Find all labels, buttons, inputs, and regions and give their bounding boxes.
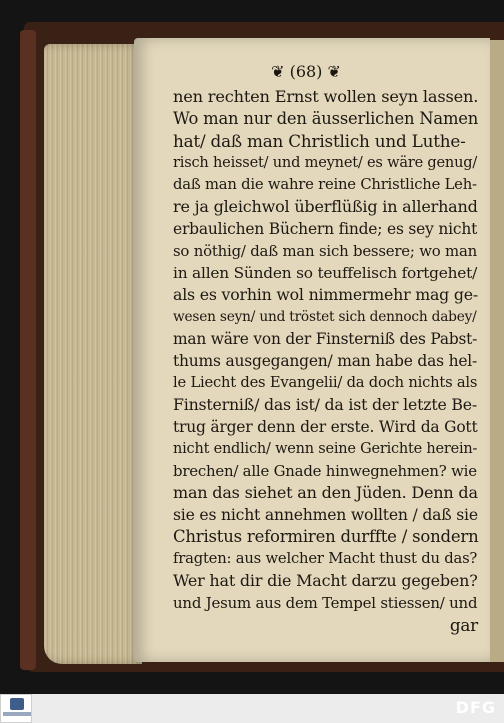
- text-line: in allen Sünden so teuffelisch fortgehet/: [173, 264, 478, 282]
- text-line: Wer hat dir die Macht darzu gegeben?: [173, 571, 478, 590]
- text-line: Christus reformiren durffte / sondern: [173, 527, 479, 546]
- page-number: (68): [289, 62, 323, 81]
- viewer-footer-bar: [0, 694, 504, 723]
- library-logo-wordmark: [3, 712, 31, 716]
- page-number-header: [271, 62, 341, 81]
- text-line: Wo man nur den äusserlichen Namen: [173, 109, 479, 128]
- text-line: Finsterniß/ das ist/ da ist der letzte Be-: [173, 395, 478, 414]
- catchword: gar: [449, 615, 478, 635]
- text-line: erbaulichen Büchern finde; es sey nicht: [173, 220, 478, 238]
- next-page-edge: [490, 40, 504, 662]
- text-line: trug ärger denn der erste. Wird da Gott: [173, 418, 478, 436]
- text-line: nen rechten Ernst wollen seyn lassen.: [173, 87, 479, 106]
- text-line: re ja gleichwol überflüßig in allerhand: [173, 197, 478, 216]
- text-line: so nöthig/ daß man sich bessere; wo man: [173, 242, 478, 260]
- text-line: man das siehet an den Jüden. Denn da: [173, 483, 478, 502]
- text-line: als es vorhin wol nimmermehr mag ge-: [173, 285, 478, 304]
- library-logo-icon: [10, 698, 24, 710]
- library-logo[interactable]: [0, 694, 32, 723]
- text-line: fragten: aus welcher Macht thust du das?: [173, 550, 478, 567]
- dfg-logo: DFG: [455, 698, 496, 717]
- page-stack-edge: [44, 44, 142, 664]
- text-line: wesen seyn/ und tröstet sich dennoch dabey/: [173, 309, 477, 325]
- text-line: daß man die wahre reine Christliche Leh-: [173, 176, 477, 193]
- text-line: brechen/ alle Gnade hinwegnehmen? wie: [173, 462, 477, 480]
- text-line: le Liecht des Evangelii/ da doch nichts als: [173, 374, 478, 391]
- text-line: man wäre von der Finsterniß des Pabst-: [173, 330, 478, 348]
- text-line: nicht endlich/ wenn seine Gerichte herein-: [173, 441, 478, 457]
- ornament-right-icon: ❦: [327, 62, 341, 81]
- text-line: thums ausgegangen/ man habe das hel-: [173, 352, 478, 370]
- text-line: und Jesum aus dem Tempel stiessen/ und: [173, 594, 478, 612]
- ornament-left-icon: ❦: [271, 62, 285, 81]
- text-line: sie es nicht annehmen wollten / daß sie: [173, 506, 478, 524]
- text-line: risch heisset/ und meynet/ es wäre genug/: [173, 154, 478, 171]
- text-line: hat/ daß man Christlich und Luthe-: [173, 131, 466, 151]
- book-spine-edge: [20, 30, 36, 670]
